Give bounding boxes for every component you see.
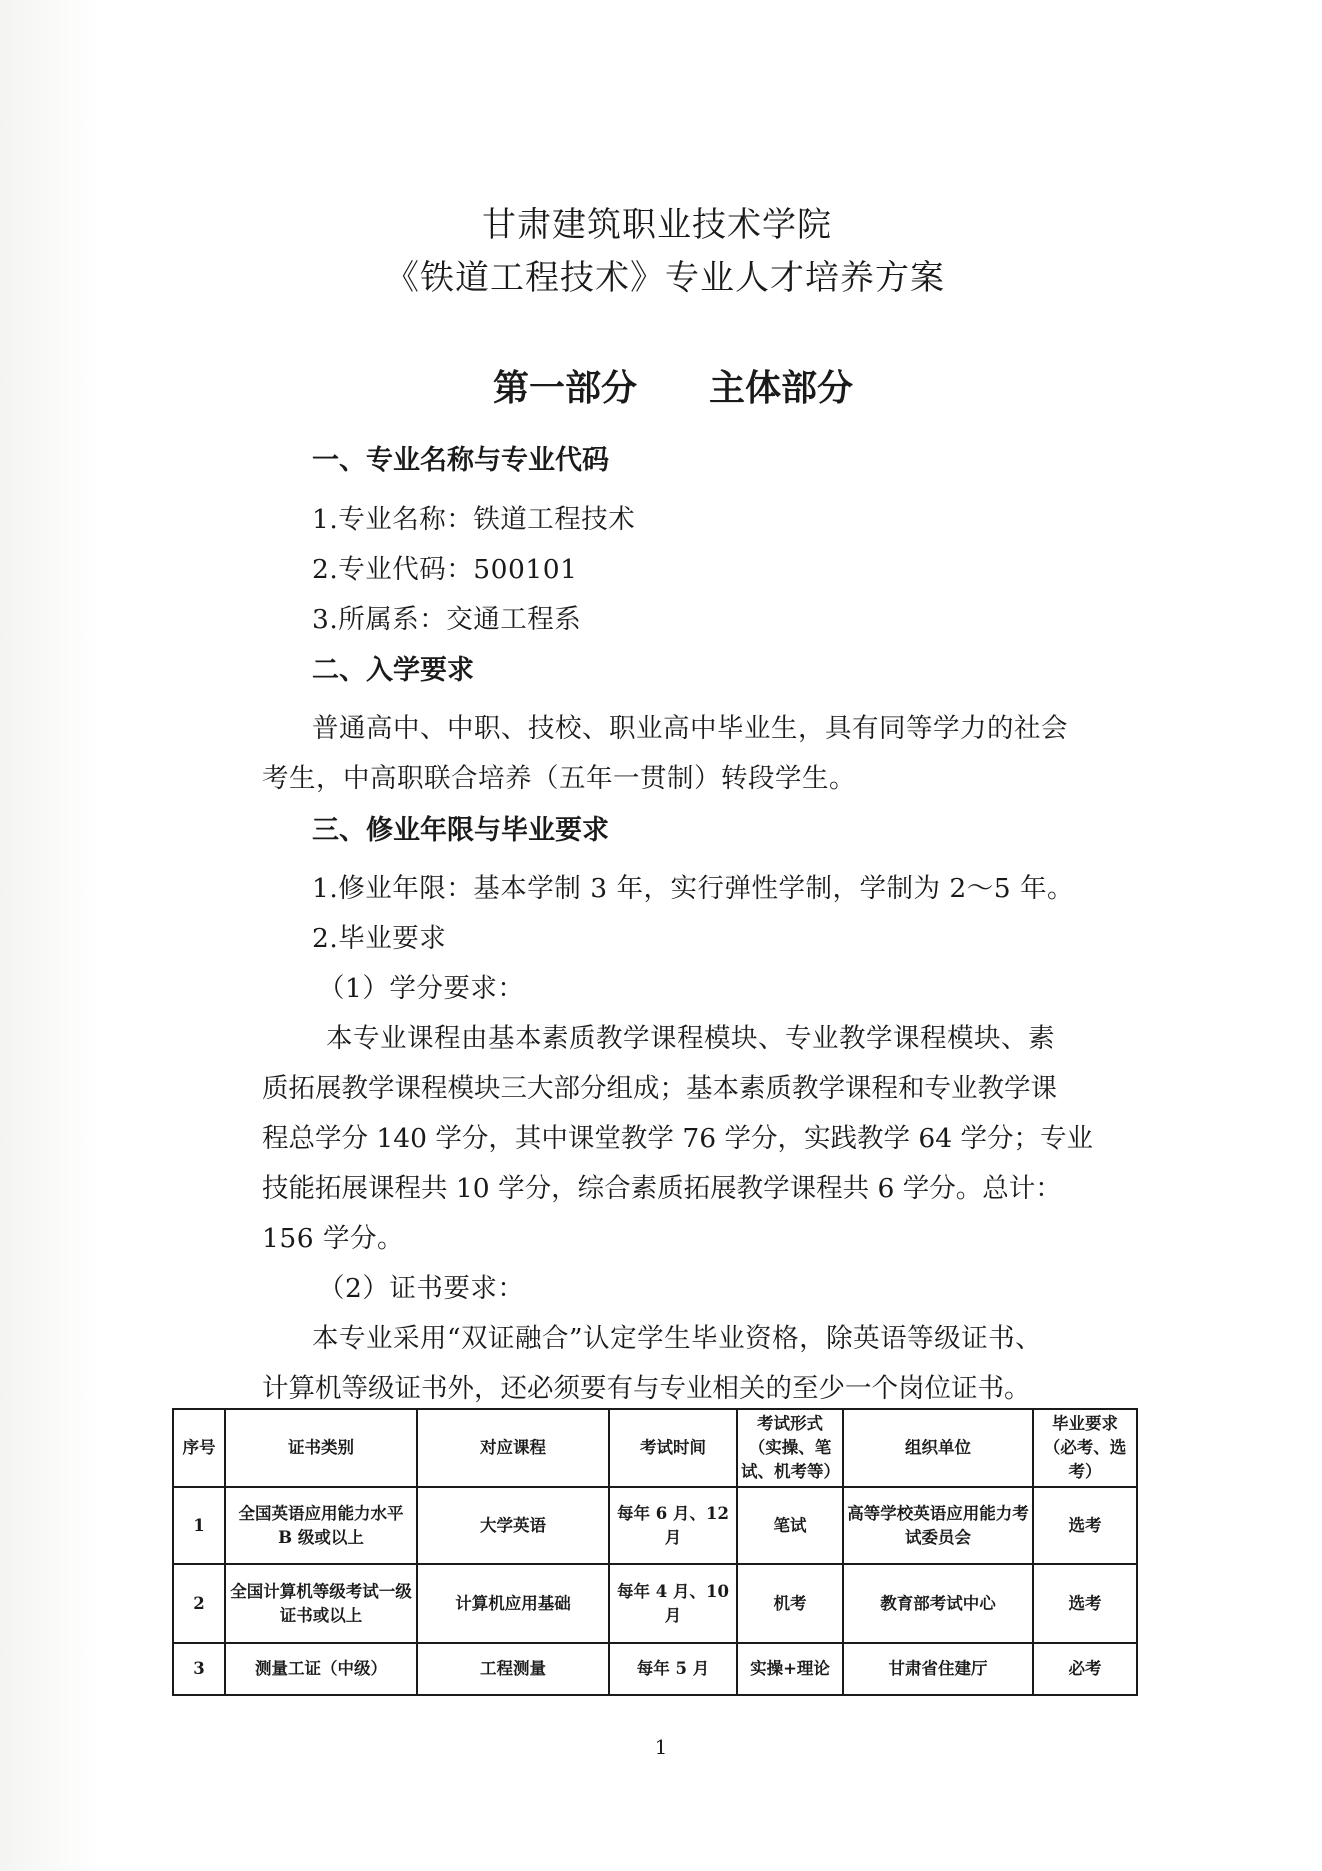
- credit-req-label: （1）学分要求：: [318, 973, 525, 1004]
- table-header-row: [173, 1409, 1137, 1487]
- admission-line-2: 考生，中高职联合培养（五年一贯制）转段学生。: [262, 763, 856, 794]
- credit-para-line-1: 本专业课程由基本素质教学课程模块、专业教学课程模块、素: [326, 1023, 1055, 1054]
- table-cell: 大学英语: [417, 1487, 609, 1564]
- table-row: [173, 1643, 1137, 1695]
- table-row: [173, 1564, 1137, 1643]
- header-course: 对应课程: [417, 1409, 609, 1487]
- table-cell: 全国计算机等级考试一级证书或以上: [225, 1564, 417, 1643]
- school-title: 甘肃建筑职业技术学院: [482, 205, 832, 245]
- header-requirement: 毕业要求（必考、选考）: [1033, 1409, 1137, 1487]
- table-cell: 测量工证（中级）: [225, 1643, 417, 1695]
- table-cell: 选考: [1033, 1487, 1137, 1564]
- admission-line-1: 普通高中、中职、技校、职业高中毕业生，具有同等学力的社会: [312, 713, 1068, 744]
- section-heading-3: 三、修业年限与毕业要求: [312, 815, 609, 846]
- header-exam-form: 考试形式（实操、笔试、机考等）: [737, 1409, 843, 1487]
- graduation-req-line: 2.毕业要求: [312, 923, 447, 954]
- table-cell: 每年 6 月、12 月: [609, 1487, 737, 1564]
- major-code-line: 2.专业代码：500101: [312, 554, 578, 585]
- part-title: 第一部分 主体部分: [493, 368, 854, 409]
- table-row: [173, 1487, 1137, 1564]
- table-cell: 甘肃省住建厅: [843, 1643, 1033, 1695]
- table-cell: 必考: [1033, 1643, 1137, 1695]
- cert-para-line-2: 计算机等级证书外，还必须要有与专业相关的至少一个岗位证书。: [262, 1373, 1031, 1404]
- department-line: 3.所属系：交通工程系: [312, 604, 582, 635]
- header-index: 序号: [173, 1409, 225, 1487]
- table-cell: 每年 5 月: [609, 1643, 737, 1695]
- certificate-table: [172, 1408, 1138, 1696]
- table-cell: 3: [173, 1643, 225, 1695]
- table-cell: 高等学校英语应用能力考试委员会: [843, 1487, 1033, 1564]
- table-cell: 机考: [737, 1564, 843, 1643]
- table-cell: 教育部考试中心: [843, 1564, 1033, 1643]
- credit-para-line-2: 质拓展教学课程模块三大部分组成；基本素质教学课程和专业教学课: [262, 1073, 1057, 1104]
- table-cell: 每年 4 月、10 月: [609, 1564, 737, 1643]
- table-cell: 选考: [1033, 1564, 1137, 1643]
- scan-edge-shade: [0, 0, 100, 1871]
- header-cert-type: 证书类别: [225, 1409, 417, 1487]
- credit-para-line-3: 程总学分 140 学分，其中课堂教学 76 学分，实践教学 64 学分；专业: [262, 1123, 1094, 1154]
- table-cell: 2: [173, 1564, 225, 1643]
- plan-title: 《铁道工程技术》专业人才培养方案: [385, 258, 945, 298]
- section-heading-1: 一、专业名称与专业代码: [312, 445, 609, 476]
- table-cell: 1: [173, 1487, 225, 1564]
- header-exam-time: 考试时间: [609, 1409, 737, 1487]
- cert-para-line-1: 本专业采用“双证融合”认定学生毕业资格，除英语等级证书、: [312, 1323, 1043, 1354]
- credit-para-line-5: 156 学分。: [262, 1223, 405, 1254]
- header-organizer: 组织单位: [843, 1409, 1033, 1487]
- section-heading-2: 二、入学要求: [312, 655, 474, 686]
- table-cell: 全国英语应用能力水平 B 级或以上: [225, 1487, 417, 1564]
- credit-para-line-4: 技能拓展课程共 10 学分，综合素质拓展教学课程共 6 学分。总计：: [262, 1173, 1062, 1204]
- table-cell: 笔试: [737, 1487, 843, 1564]
- table-cell: 实操+理论: [737, 1643, 843, 1695]
- page-number: 1: [654, 1735, 668, 1759]
- table-cell: 工程测量: [417, 1643, 609, 1695]
- study-years-line: 1.修业年限：基本学制 3 年，实行弹性学制，学制为 2～5 年。: [312, 873, 1075, 904]
- major-name-line: 1.专业名称：铁道工程技术: [312, 504, 636, 535]
- cert-req-label: （2）证书要求：: [318, 1273, 525, 1304]
- table-cell: 计算机应用基础: [417, 1564, 609, 1643]
